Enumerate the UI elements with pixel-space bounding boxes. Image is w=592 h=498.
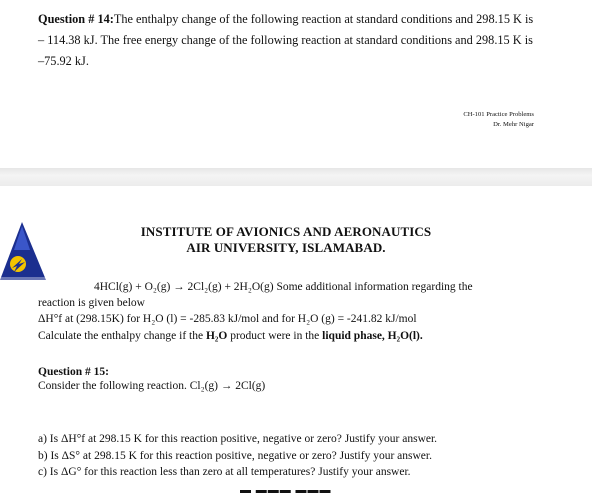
enthalpy-question-h2o: H₂O	[205, 330, 228, 342]
page-footer-meta	[463, 110, 534, 130]
reaction-text-tail: Some additional information regarding the	[273, 281, 473, 293]
enthalpy-question-mid: product were in the	[227, 330, 323, 342]
institute-name: INSTITUTE OF AVIONICS AND AERONAUTICS	[140, 224, 432, 239]
question-14-text: The enthalpy change of the following reaction at standard conditions and 298.15 K is – 114.38 kJ. The free energy change of the following reaction at standard conditions and 298.15 K is –75.92 kJ.	[38, 12, 534, 68]
course-name: CH-101 Practice Problems	[463, 111, 534, 118]
question-14-label: Question # 14:	[38, 12, 114, 26]
page-top	[0, 0, 592, 168]
reaction-line-2: reaction is given below	[38, 297, 145, 309]
page-bottom	[0, 186, 592, 498]
question-15-part-a: a) Is ΔH°f at 298.15 K for this reaction positive, negative or zero? Justify your answer.	[38, 433, 438, 445]
page-separator	[0, 168, 592, 186]
reaction-line-1	[94, 280, 473, 295]
university-name: AIR UNIVERSITY, ISLAMABAD.	[186, 240, 386, 255]
instructor-name: Dr. Mehr Nigar	[493, 121, 534, 128]
question-15-label: Question # 15:	[38, 366, 109, 378]
question-15-part-b: b) Is ΔS° at 298.15 K for this reaction positive, negative or zero? Justify your answer.	[38, 450, 432, 462]
question-14	[38, 9, 538, 72]
enthalpy-question	[38, 329, 423, 344]
institute-header	[100, 224, 472, 256]
enthalpy-question-phase: liquid phase, H₂O(l).	[322, 330, 423, 342]
university-logo-icon	[0, 222, 50, 282]
question-15-text: Consider the following reaction. Cl₂(g) → 2Cl(g)	[38, 380, 266, 392]
enthalpy-question-pre: Calculate the enthalpy change if the	[38, 330, 206, 342]
question-15-part-c: c) Is ΔG° for this reaction less than zero at all temperatures? Justify your answer.	[38, 466, 411, 478]
enthalpy-data-line: ΔH°f at (298.15K) for H₂O (l) = -285.83 kJ/mol and for H₂O (g) = -241.82 kJ/mol	[38, 313, 417, 325]
reaction-equation: 4HCl(g) + O₂(g) → 2Cl₂(g) + 2H₂O(g)	[94, 281, 274, 293]
cropped-footer-text: ▬ ▬▬▬ ▬▬▬	[240, 490, 332, 496]
